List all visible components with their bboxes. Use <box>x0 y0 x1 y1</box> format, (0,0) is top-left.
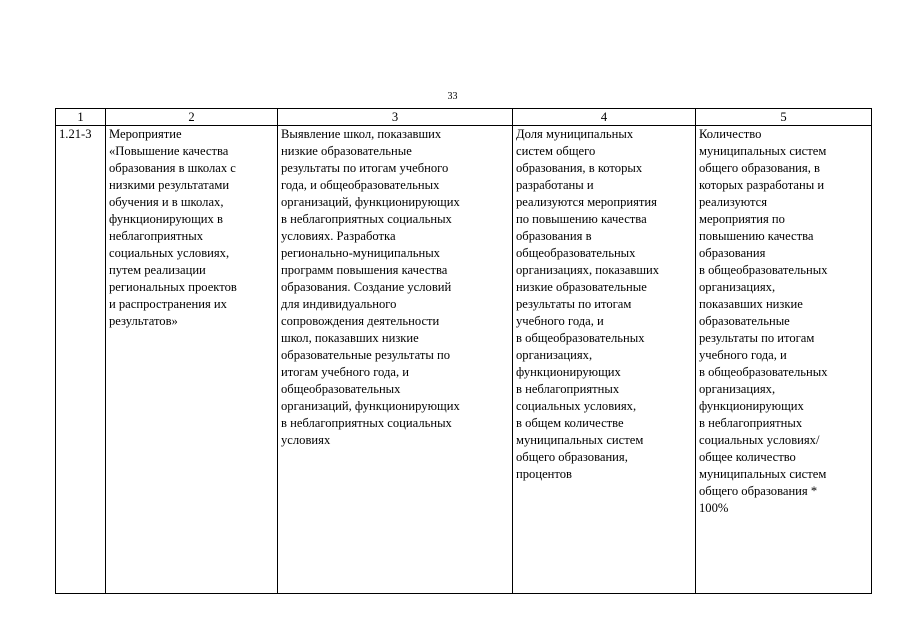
measure-description-text: Выявление школ, показавших низкие образовательные результаты по итогам учебного года, и общеобразовательных организаций, функционирующих в неблагоприятных социальных условиях. Разработка регионально-муниципальных программ повышения качества образования. Создание условий для индивидуального сопровождения деятельности школ, показавших низкие образовательные результаты по итогам учебного года, и общеобразовательных организаций, функционирующих в неблагоприятных социальных условиях <box>281 127 460 447</box>
header-col-1: 1 <box>56 109 106 126</box>
measure-name-text: Мероприятие «Повышение качества образования в школах с низкими результатами обучения и в школах, функционирующих в неблагоприятных социальных условиях, путем реализации региональных проектов и распространения их результатов» <box>109 127 237 328</box>
table-header-row <box>56 109 872 126</box>
row-number: 1.21-3 <box>59 127 92 141</box>
header-col-3: 3 <box>278 109 513 126</box>
header-col-4: 4 <box>513 109 696 126</box>
page-number: 33 <box>447 91 458 102</box>
measure-description-cell <box>278 126 513 594</box>
row-number-cell <box>56 126 106 594</box>
indicators-table <box>55 108 872 594</box>
table-row <box>56 126 872 594</box>
header-col-2: 2 <box>106 109 278 126</box>
measure-name-cell <box>106 126 278 594</box>
calculation-method-cell <box>696 126 872 594</box>
indicator-name-cell <box>513 126 696 594</box>
calculation-method-text: Количество муниципальных систем общего образования, в которых разработаны и реализуются мероприятия по повышению качества образования в общеобразовательных организациях, показавших низкие образовательные результаты по итогам учебного года, и в общеобразовательных организациях, функционирующих в неблагоприятных социальных условиях/ общее количество муниципальных систем общего образования * 100% <box>699 127 828 515</box>
header-col-5: 5 <box>696 109 872 126</box>
indicator-name-text: Доля муниципальных систем общего образования, в которых разработаны и реализуются мероприятия по повышению качества образования в общеобразовательных организациях, показавших низкие образовательные результаты по итогам учебного года, и в общеобразовательных организациях, функционирующих в неблагоприятных социальных условиях, в общем количестве муниципальных систем общего образования, процентов <box>516 127 660 481</box>
